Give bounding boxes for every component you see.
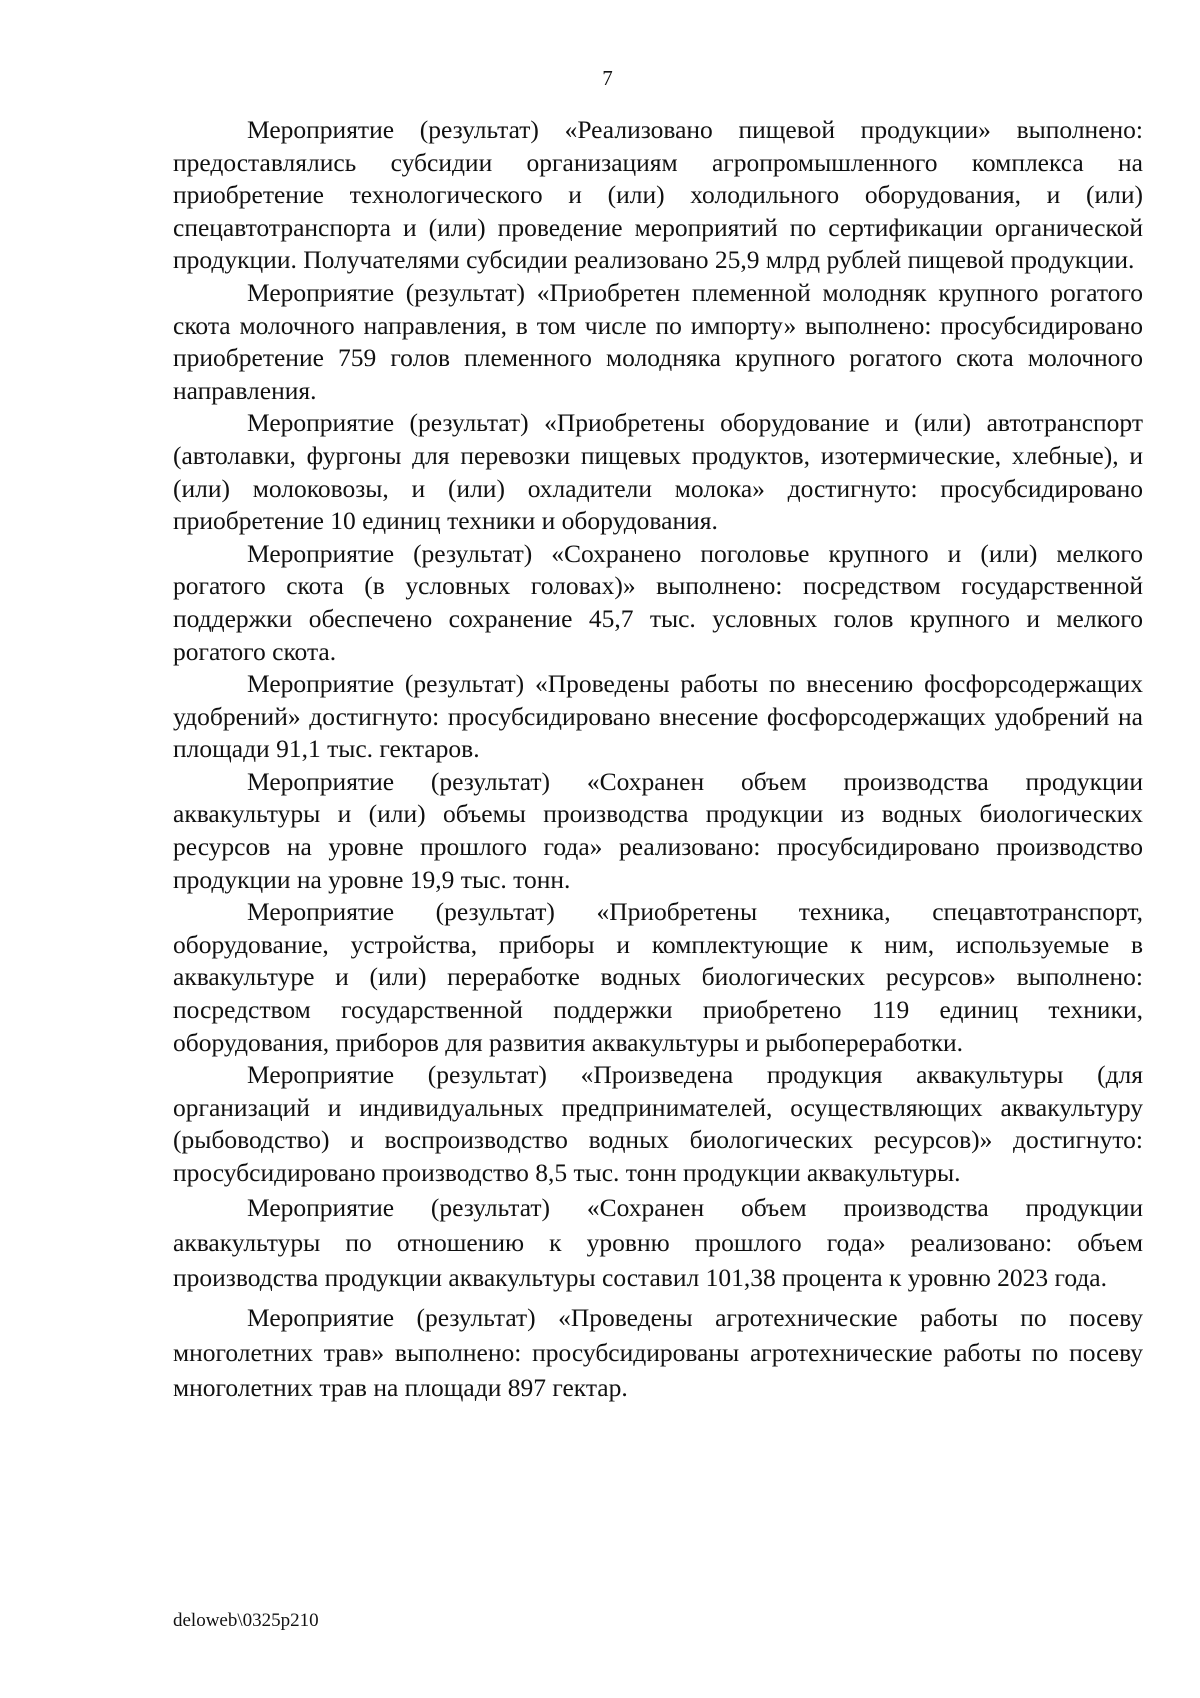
paragraph-8: Мероприятие (результат) «Произведена продукция аквакультуры (для организаций и индивидуальных предпринимателей, осуществляющих аквакультуру (рыбоводство) и воспроизводство водных биологических ресурсов)» достигнуто: просубсидировано производство 8,5 тыс. тонн продукции аквакультуры. — [173, 1060, 1143, 1187]
paragraph-7: Мероприятие (результат) «Приобретены техника, спецавтотранспорт, оборудование, устройства, приборы и комплектующие к ним, используемые в аквакультуре и (или) переработке водных биологических ресурсов» выполнено: посредством государственной поддержки приобретено 119 единиц техники, оборудования, приборов для развития аквакультуры и рыбопереработки. — [173, 897, 1143, 1057]
paragraph-1: Мероприятие (результат) «Реализовано пищевой продукции» выполнено: предоставлялись субсидии организациям агропромышленного комплекса на приобретение технологического и (или) холодильного оборудования, и (или) спецавтотранспорта и (или) проведение мероприятий по сертификации органической продукции. Получателями субсидии реализовано 25,9 млрд рублей пищевой продукции. — [173, 115, 1143, 275]
paragraph-4: Мероприятие (результат) «Сохранено поголовье крупного и (или) мелкого рогатого скота (в условных головах)» выполнено: посредством государственной поддержки обеспечено сохранение 45,7 тыс. условных голов крупного и мелкого рогатого скота. — [173, 538, 1143, 666]
paragraph-5: Мероприятие (результат) «Проведены работы по внесению фосфорсодержащих удобрений» достигнуто: просубсидировано внесение фосфорсодержащих удобрений на площади 91,1 тыс. гектаров. — [173, 669, 1143, 764]
paragraph-3: Мероприятие (результат) «Приобретены оборудование и (или) автотранспорт (автолавки, фургоны для перевозки пищевых продуктов, изотермические, хлебные), и (или) молоковозы, и (или) охладители молока» достигнуто: просубсидировано приобретение 10 единиц техники и оборудования. — [173, 408, 1143, 536]
paragraph-6: Мероприятие (результат) «Сохранен объем производства продукции аквакультуры и (или) объемы производства продукции из водных биологических ресурсов на уровне прошлого года» реализовано: просубсидировано производство продукции на уровне 19,9 тыс. тонн. — [173, 766, 1143, 894]
paragraph-10: Мероприятие (результат) «Проведены агротехнические работы по посеву многолетних трав» выполнено: просубсидированы агротехнические работы по посеву многолетних трав на площади 897 гектар. — [173, 1302, 1143, 1402]
paragraph-9: Мероприятие (результат) «Сохранен объем производства продукции аквакультуры по отношению к уровню прошлого года» реализовано: объем производства продукции аквакультуры составил 101,38 процента к уровню 2023 года. — [173, 1192, 1143, 1292]
paragraph-2: Мероприятие (результат) «Приобретен племенной молодняк крупного рогатого скота молочного направления, в том числе по импорту» выполнено: просубсидировано приобретение 759 голов племенного молодняка крупного рогатого скота молочного направления. — [173, 277, 1143, 405]
document-footer-code: deloweb\0325p210 — [173, 1610, 319, 1631]
document-body — [173, 114, 1143, 1405]
page-number: 7 — [602, 66, 613, 90]
